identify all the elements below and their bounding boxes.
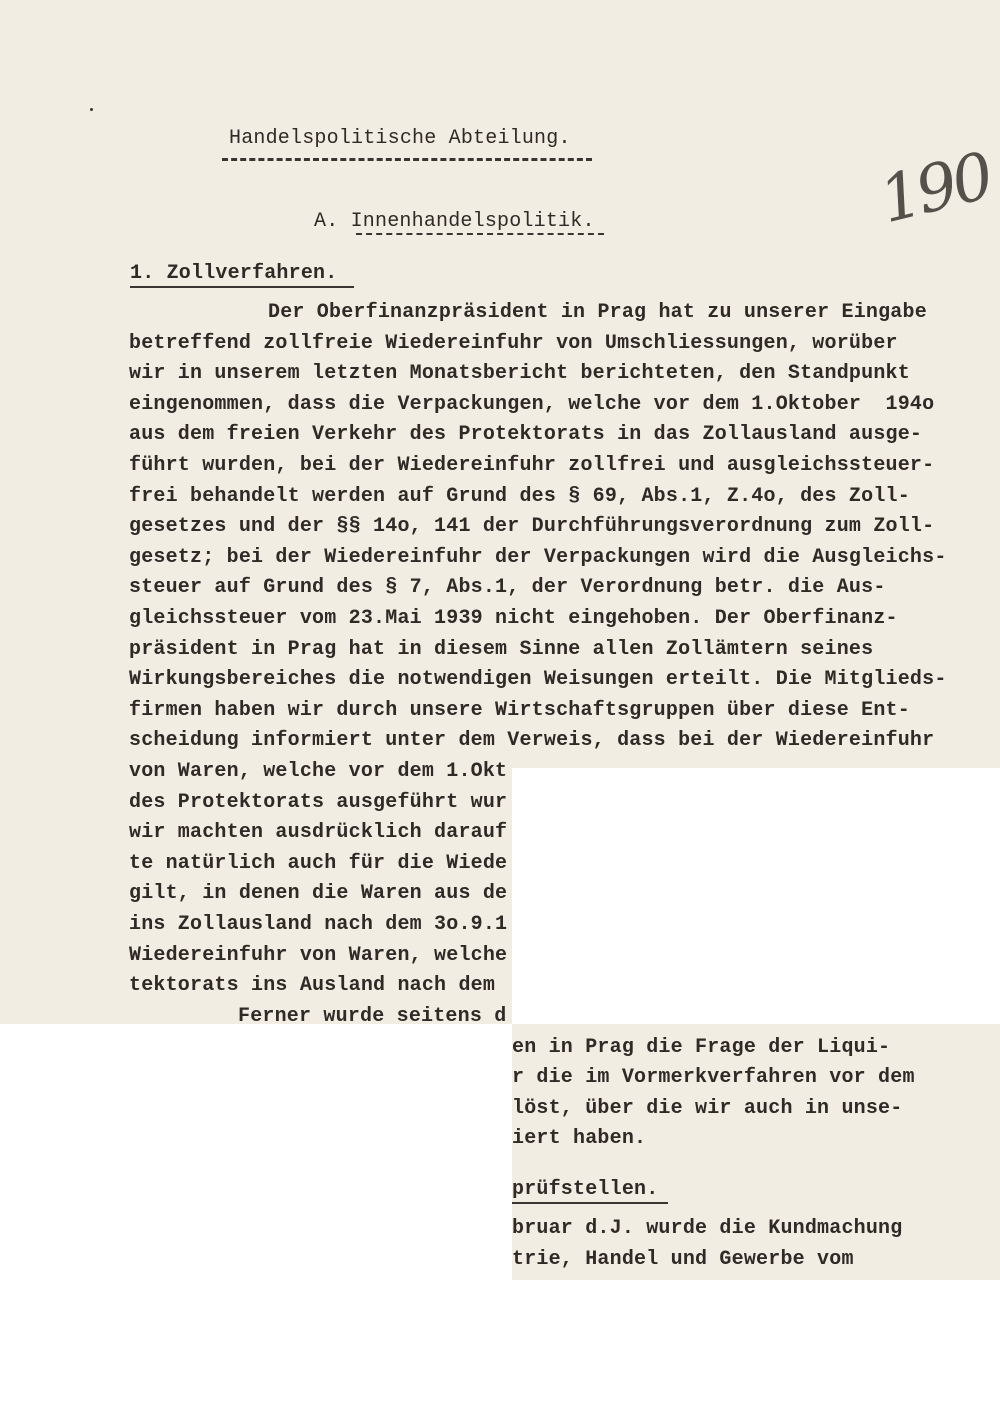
text-line: löst, über die wir auch in unse- bbox=[512, 1096, 903, 1120]
handwritten-page-number: 190 bbox=[872, 139, 998, 239]
text-line: des Protektorats ausgeführt wur bbox=[129, 790, 508, 814]
text-line: wir in unserem letzten Monatsbericht berichteten, den Standpunkt bbox=[129, 362, 910, 386]
section-heading-underline bbox=[356, 233, 604, 235]
blank-region-bottom bbox=[512, 1280, 1000, 1425]
text-line: gesetz; bei der Wiedereinfuhr der Verpackungen wird die Ausgleichs- bbox=[129, 545, 947, 569]
section-heading: A. Innenhandelspolitik. bbox=[314, 210, 595, 233]
right-subheading: prüfstellen. bbox=[512, 1178, 659, 1201]
text-line: firmen haben wir durch unsere Wirtschaftsgruppen über diese Ent- bbox=[129, 698, 910, 722]
text-line: wir machten ausdrücklich darauf bbox=[129, 821, 508, 845]
text-line: tektorats ins Ausland nach dem bbox=[129, 974, 496, 998]
text-line: Wiedereinfuhr von Waren, welche bbox=[129, 943, 508, 967]
text-line: scheidung informiert unter dem Verweis, dass bei der Wiedereinfuhr bbox=[129, 729, 935, 753]
blank-region-right bbox=[512, 768, 1000, 1024]
text-line: gesetzes und der §§ 14o, 141 der Durchführungsverordnung zum Zoll- bbox=[129, 515, 935, 539]
margin-mark bbox=[90, 108, 93, 111]
subsection-heading-underline bbox=[130, 286, 354, 288]
right-subheading-underline bbox=[512, 1202, 668, 1204]
text-line: präsident in Prag hat in diesem Sinne allen Zollämtern seines bbox=[129, 637, 874, 661]
department-heading-underline bbox=[222, 158, 592, 161]
text-line: trie, Handel und Gewerbe vom bbox=[512, 1247, 854, 1271]
text-line: en in Prag die Frage der Liqui- bbox=[512, 1036, 891, 1059]
text-line: gleichssteuer vom 23.Mai 1939 nicht eingehoben. Der Oberfinanz- bbox=[129, 607, 898, 630]
text-line: aus dem freien Verkehr des Protektorats in das Zollausland ausge- bbox=[129, 423, 923, 447]
text-line: von Waren, welche vor dem 1.Okt bbox=[129, 760, 508, 783]
text-line: iert haben. bbox=[512, 1126, 647, 1150]
text-line: Der Oberfinanzpräsident in Prag hat zu unserer Eingabe bbox=[268, 301, 927, 324]
text-line: bruar d.J. wurde die Kundmachung bbox=[512, 1217, 903, 1240]
blank-region-left bbox=[0, 1024, 512, 1425]
text-line: frei behandelt werden auf Grund des § 69, Abs.1, Z.4o, des Zoll- bbox=[129, 484, 910, 508]
subsection-heading: 1. Zollverfahren. bbox=[130, 262, 338, 285]
department-heading: Handelspolitische Abteilung. bbox=[229, 127, 571, 150]
text-line: Wirkungsbereiches die notwendigen Weisungen erteilt. Die Mitglieds- bbox=[129, 668, 947, 692]
text-line: eingenommen, dass die Verpackungen, welche vor dem 1.Oktober 194o bbox=[129, 392, 935, 416]
text-line: ins Zollausland nach dem 3o.9.1 bbox=[129, 913, 508, 936]
text-line: steuer auf Grund des § 7, Abs.1, der Verordnung betr. die Aus- bbox=[129, 576, 886, 600]
text-line: te natürlich auch für die Wiede bbox=[129, 851, 508, 875]
text-line: gilt, in denen die Waren aus de bbox=[129, 882, 508, 906]
text-line: Ferner wurde seitens d bbox=[238, 1004, 507, 1028]
text-line: führt wurden, bei der Wiedereinfuhr zollfrei und ausgleichssteuer- bbox=[129, 454, 935, 477]
text-line: betreffend zollfreie Wiedereinfuhr von Umschliessungen, worüber bbox=[129, 331, 898, 355]
text-line: r die im Vormerkverfahren vor dem bbox=[512, 1066, 915, 1090]
